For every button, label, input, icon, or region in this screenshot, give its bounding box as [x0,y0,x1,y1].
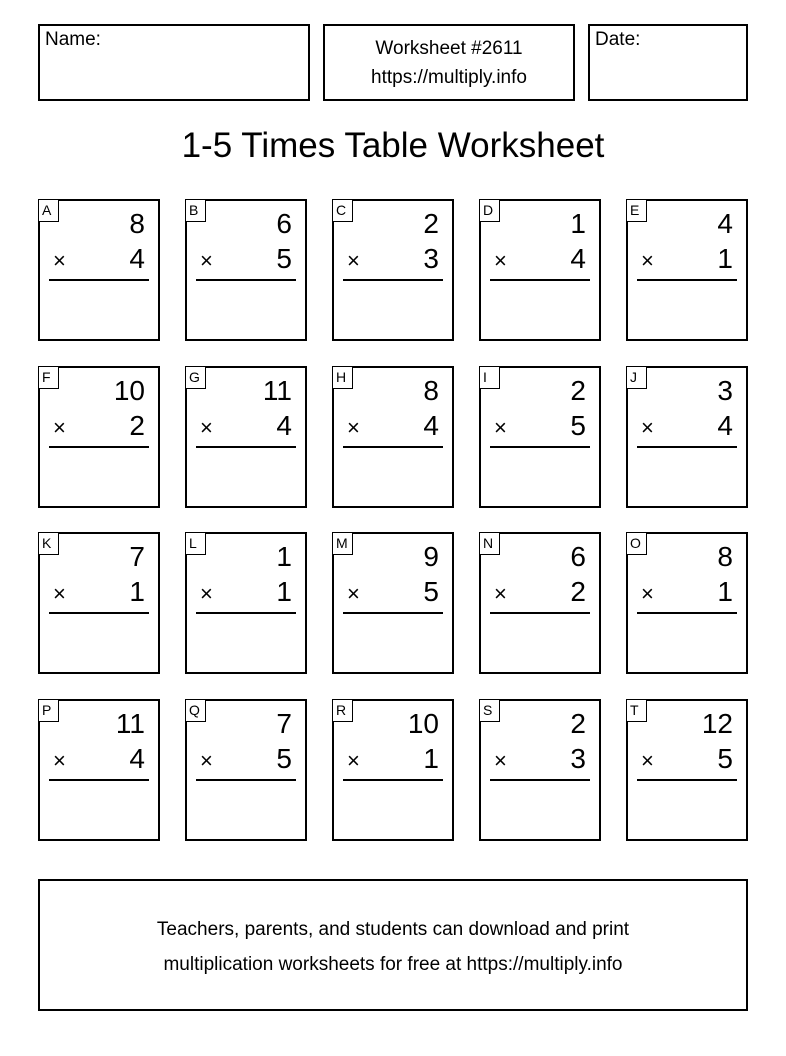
problem-letter: T [626,699,647,722]
problem-letter: M [332,532,353,555]
problem-letter: Q [185,699,206,722]
worksheet-info-box [323,24,575,101]
date-box[interactable] [588,24,748,101]
times-operator: × [53,415,66,440]
multiplicand: 6 [276,208,292,239]
times-operator: × [494,581,507,606]
times-operator: × [641,248,654,273]
multiplicand: 10 [113,375,145,406]
problem-card-b [185,199,307,341]
problem-letter: K [38,532,59,555]
multiplier: 1 [129,576,145,607]
times-operator: × [200,248,213,273]
problem-card-a [38,199,160,341]
multiplier: 4 [129,743,145,774]
multiplicand: 8 [717,541,733,572]
times-operator: × [347,581,360,606]
problem-card-i [479,366,601,508]
times-operator: × [641,748,654,773]
multiplier: 1 [717,576,733,607]
multiplicand: 11 [115,708,145,739]
times-operator: × [494,248,507,273]
problem-card-f [38,366,160,508]
multiplicand: 2 [570,375,586,406]
date-label: Date: [595,29,641,50]
footer-line-1: Teachers, parents, and students can download and print [156,919,630,940]
multiplicand: 3 [717,375,733,406]
multiplicand: 8 [129,208,145,239]
multiplicand: 6 [570,541,586,572]
times-operator: × [494,415,507,440]
answer-line [637,779,737,781]
times-operator: × [494,748,507,773]
answer-line [343,779,443,781]
problem-letter: C [332,199,353,222]
times-operator: × [347,248,360,273]
answer-line [343,279,443,281]
answer-line [49,612,149,614]
problem-card-s [479,699,601,841]
times-operator: × [347,415,360,440]
multiplier: 1 [717,243,733,274]
times-operator: × [641,415,654,440]
multiplicand: 7 [276,708,292,739]
answer-line [49,779,149,781]
problem-letter: J [626,366,647,389]
times-operator: × [200,581,213,606]
times-operator: × [200,748,213,773]
multiplier: 4 [129,243,145,274]
multiplier: 4 [717,410,733,441]
worksheet-id: Worksheet #2611 [375,37,523,59]
multiplicand: 10 [407,708,439,739]
multiplicand: 4 [717,208,733,239]
problem-card-j [626,366,748,508]
problem-card-l [185,532,307,674]
times-operator: × [53,248,66,273]
problem-letter: F [38,366,59,389]
problem-letter: D [479,199,500,222]
multiplier: 5 [276,743,292,774]
answer-line [343,612,443,614]
name-label: Name: [45,29,101,50]
site-url: https://multiply.info [371,66,527,88]
problem-letter: O [626,532,647,555]
problem-letter: G [185,366,206,389]
problem-card-p [38,699,160,841]
multiplicand: 12 [701,708,733,739]
problem-card-q [185,699,307,841]
problem-card-n [479,532,601,674]
page-title: 1-5 Times Table Worksheet [181,126,605,165]
problem-letter: B [185,199,206,222]
multiplier: 4 [423,410,439,441]
problem-card-r [332,699,454,841]
multiplier: 5 [717,743,733,774]
multiplier: 5 [276,243,292,274]
times-operator: × [347,748,360,773]
multiplier: 4 [570,243,586,274]
answer-line [637,612,737,614]
problem-letter: P [38,699,59,722]
multiplicand: 11 [262,375,292,406]
problem-card-e [626,199,748,341]
multiplier: 1 [276,576,292,607]
answer-line [490,446,590,448]
multiplier: 5 [570,410,586,441]
problem-letter: I [479,366,500,389]
multiplier: 5 [423,576,439,607]
problem-letter: R [332,699,353,722]
multiplicand: 1 [276,541,292,572]
multiplicand: 7 [129,541,145,572]
problem-card-k [38,532,160,674]
multiplicand: 8 [423,375,439,406]
multiplicand: 1 [570,208,586,239]
problem-letter: S [479,699,500,722]
multiplier: 3 [570,743,586,774]
multiplicand: 2 [570,708,586,739]
problem-letter: N [479,532,500,555]
answer-line [490,779,590,781]
multiplicand: 2 [423,208,439,239]
problem-card-d [479,199,601,341]
answer-line [490,279,590,281]
answer-line [49,279,149,281]
times-operator: × [53,581,66,606]
problem-card-m [332,532,454,674]
answer-line [343,446,443,448]
problem-card-h [332,366,454,508]
answer-line [637,446,737,448]
footer-line-2: multiplication worksheets for free at https://multiply.info [163,954,623,975]
answer-line [490,612,590,614]
answer-line [196,279,296,281]
multiplier: 4 [276,410,292,441]
multiplicand: 9 [423,541,439,572]
name-box[interactable] [38,24,310,101]
answer-line [49,446,149,448]
answer-line [637,279,737,281]
times-operator: × [53,748,66,773]
problem-letter: E [626,199,647,222]
problem-letter: H [332,366,353,389]
multiplier: 1 [423,743,439,774]
answer-line [196,612,296,614]
multiplier: 2 [129,410,145,441]
problem-card-g [185,366,307,508]
problem-card-c [332,199,454,341]
problem-card-t [626,699,748,841]
problem-card-o [626,532,748,674]
multiplier: 2 [570,576,586,607]
times-operator: × [200,415,213,440]
multiplier: 3 [423,243,439,274]
times-operator: × [641,581,654,606]
problem-letter: L [185,532,206,555]
answer-line [196,446,296,448]
footer-box [38,879,748,1011]
problem-letter: A [38,199,59,222]
answer-line [196,779,296,781]
